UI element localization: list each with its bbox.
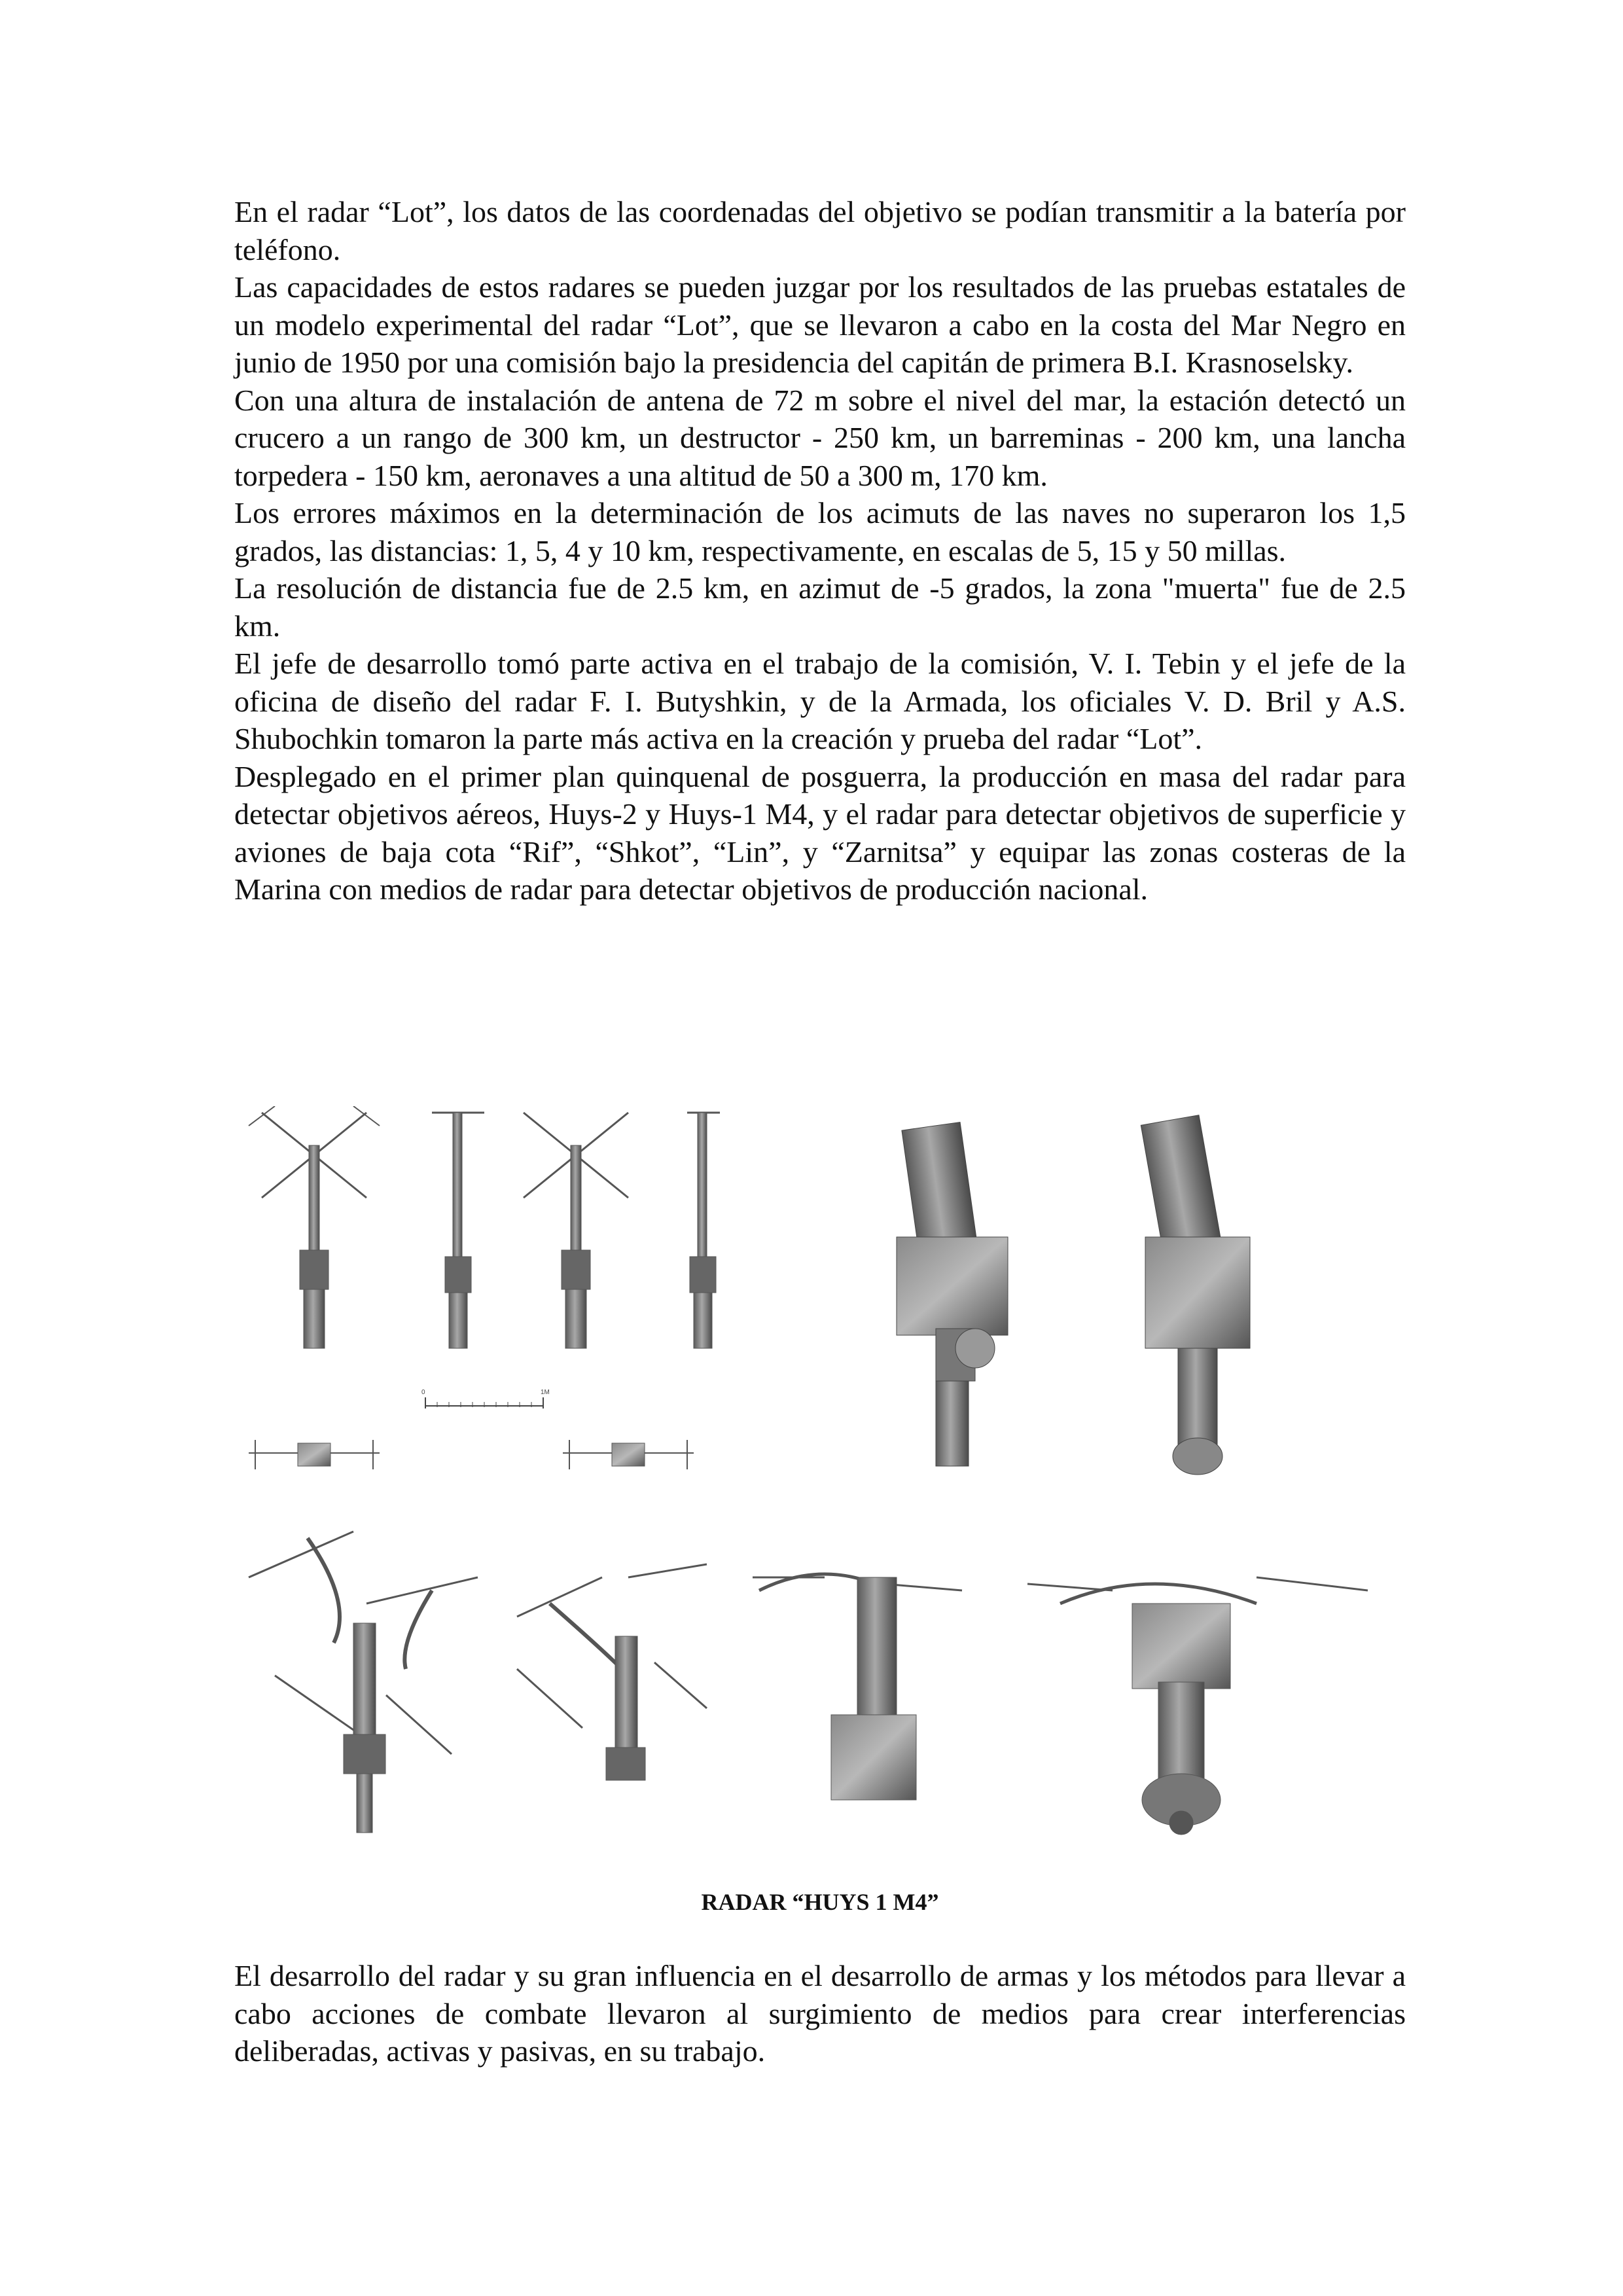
perspective-render-3 xyxy=(753,1574,962,1800)
side-view-1 xyxy=(432,1113,484,1348)
top-view-1 xyxy=(249,1440,380,1469)
perspective-render-2 xyxy=(517,1564,707,1780)
closeup-render-1 xyxy=(897,1122,1008,1466)
front-view-2 xyxy=(524,1113,628,1348)
figure-caption: RADAR “HUYS 1 M4” xyxy=(701,1889,939,1915)
top-view-2 xyxy=(563,1440,694,1469)
radar-figure xyxy=(236,1106,1407,1885)
closeup-render-2 xyxy=(1141,1115,1250,1475)
paragraph-7: Desplegado en el primer plan quinquenal de posguerra, la producción en masa del radar para detectar objetivos aéreos, Huys-2 y Huys-1 M4, y el radar para detectar objetivos de superficie y aviones de baja cota “Rif”, “Shkot”, “Lin”, y “Zarnitsa” y equipar las zonas costeras de la Marina con medios de radar para detectar objetivos de producción nacional. xyxy=(234,759,1406,906)
perspective-render-4 xyxy=(1027,1577,1368,1835)
side-view-2 xyxy=(687,1113,720,1348)
paragraph-1: En el radar “Lot”, los datos de las coordenadas del objetivo se podían transmitir a la batería por teléfono. xyxy=(234,195,1406,266)
paragraph-4: Los errores máximos en la determinación de los acimuts de las naves no superaron los 1,5 grados, las distancias: 1, 5, 4 y 10 km, respectivamente, en escalas de 5, 15 y 50 millas. xyxy=(234,496,1406,567)
closing-paragraph: El desarrollo del radar y su gran influencia en el desarrollo de armas y los métodos para llevar a cabo acciones de combate llevaron al surgimiento de medios para crear interferencias deliberadas, activas y pasivas, en su trabajo. xyxy=(234,1959,1406,2068)
paragraph-5: La resolución de distancia fue de 2.5 km, en azimut de -5 grados, la zona "muerta" fue de 2.5 km. xyxy=(234,571,1406,643)
scale-end-label: 1M xyxy=(541,1389,550,1396)
body-text xyxy=(234,193,1406,908)
paragraph-6: El jefe de desarrollo tomó parte activa en el trabajo de la comisión, V. I. Tebin y el jefe de la oficina de diseño del radar F. I. Butyshkin, y de la Armada, los oficiales V. D. Bril y A.S. Shubochkin tomaron la parte más activa en la creación y prueba del radar “Lot”. xyxy=(234,647,1406,755)
closing-text xyxy=(234,1957,1406,2070)
paragraph-2: Las capacidades de estos radares se pueden juzgar por los resultados de las pruebas estatales de un modelo experimental del radar “Lot”, que se llevaron a cabo en la costa del Mar Negro en junio de 1950 por una comisión bajo la presidencia del capitán de primera B.I. Krasnoselsky. xyxy=(234,270,1406,379)
perspective-render-1 xyxy=(249,1532,478,1833)
paragraph-3: Con una altura de instalación de antena de 72 m sobre el nivel del mar, la estación detectó un crucero a un rango de 300 km, un destructor - 250 km, un barreminas - 200 km, una lancha torpedera - 150 km, aeronaves a una altitud de 50 a 300 m, 170 km. xyxy=(234,383,1406,492)
scale-start-label: 0 xyxy=(421,1389,425,1396)
scale-bar xyxy=(425,1397,543,1408)
front-view-1 xyxy=(249,1106,380,1348)
radar-illustration xyxy=(236,1106,1407,1885)
